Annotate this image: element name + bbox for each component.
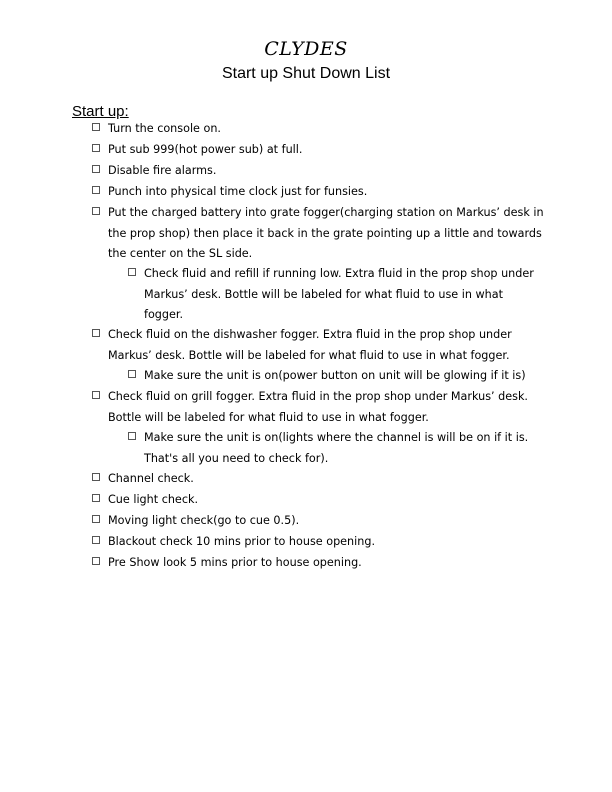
checklist-item-text: Channel check. [108, 472, 194, 485]
checkbox[interactable] [92, 515, 100, 523]
checklist-item-text: Cue light check. [108, 493, 199, 506]
checklist-item-text: Check fluid on the dishwasher fogger. Extra fluid in the prop shop under Markus’ desk. Bottle will be labeled for what fluid to use in what fogger. [108, 328, 512, 362]
document-title: CLYDES [264, 38, 348, 60]
checkbox[interactable] [92, 473, 100, 481]
checklist-item-text: Check fluid on grill fogger. Extra fluid in the prop shop under Markus’ desk. Bottle will be labeled for what fluid to use in what fogger. [108, 390, 528, 424]
checklist-item-text: Put sub 999(hot power sub) at full. [108, 143, 303, 156]
checkbox[interactable] [92, 329, 100, 337]
checkbox[interactable] [92, 123, 100, 131]
checklist-item [92, 553, 547, 574]
checklist-item-text: Disable fire alarms. [108, 164, 217, 177]
checklist-item [92, 387, 547, 428]
checklist-item [92, 161, 547, 182]
checklist-subitem [128, 428, 538, 469]
checklist-item-text: Put the charged battery into grate fogger(charging station on Markus’ desk in the prop shop) then place it back in the grate pointing up a little and towards the center on the SL side. [108, 206, 544, 260]
checkbox[interactable] [92, 165, 100, 173]
section-heading-start-up: Start up: [72, 103, 129, 120]
checklist-item-text: Check fluid and refill if running low. Extra fluid in the prop shop under Markus’ desk. Bottle will be labeled for what fluid to use in what fogger. [144, 267, 534, 321]
checkbox[interactable] [92, 557, 100, 565]
checklist-item [92, 325, 547, 366]
checklist-subitem [128, 366, 538, 387]
checklist-item-text: Make sure the unit is on(power button on unit will be glowing if it is) [144, 369, 526, 382]
checklist-item [92, 119, 547, 140]
checklist-item-text: Make sure the unit is on(lights where the channel is will be on if it is. That's all you need to check for). [144, 431, 529, 465]
checkbox[interactable] [92, 207, 100, 215]
checklist-item [92, 140, 547, 161]
checklist-item-text: Blackout check 10 mins prior to house opening. [108, 535, 375, 548]
checklist-subitem [128, 264, 538, 326]
checkbox[interactable] [128, 432, 136, 440]
checkbox[interactable] [92, 391, 100, 399]
checklist-item-text: Pre Show look 5 mins prior to house opening. [108, 556, 362, 569]
checklist-item-text: Moving light check(go to cue 0.5). [108, 514, 300, 527]
checkbox[interactable] [92, 144, 100, 152]
checklist-item [92, 203, 547, 265]
checklist-item [92, 532, 547, 553]
checklist-item-text: Turn the console on. [108, 122, 221, 135]
checklist-item [92, 469, 547, 490]
checkbox[interactable] [92, 536, 100, 544]
checkbox[interactable] [92, 186, 100, 194]
checklist-item-text: Punch into physical time clock just for funsies. [108, 185, 368, 198]
checkbox[interactable] [92, 494, 100, 502]
document-subtitle: Start up Shut Down List [221, 65, 391, 82]
checkbox[interactable] [128, 268, 136, 276]
checklist-item [92, 490, 547, 511]
checkbox[interactable] [128, 370, 136, 378]
checklist-item [92, 511, 547, 532]
checklist-item [92, 182, 547, 203]
